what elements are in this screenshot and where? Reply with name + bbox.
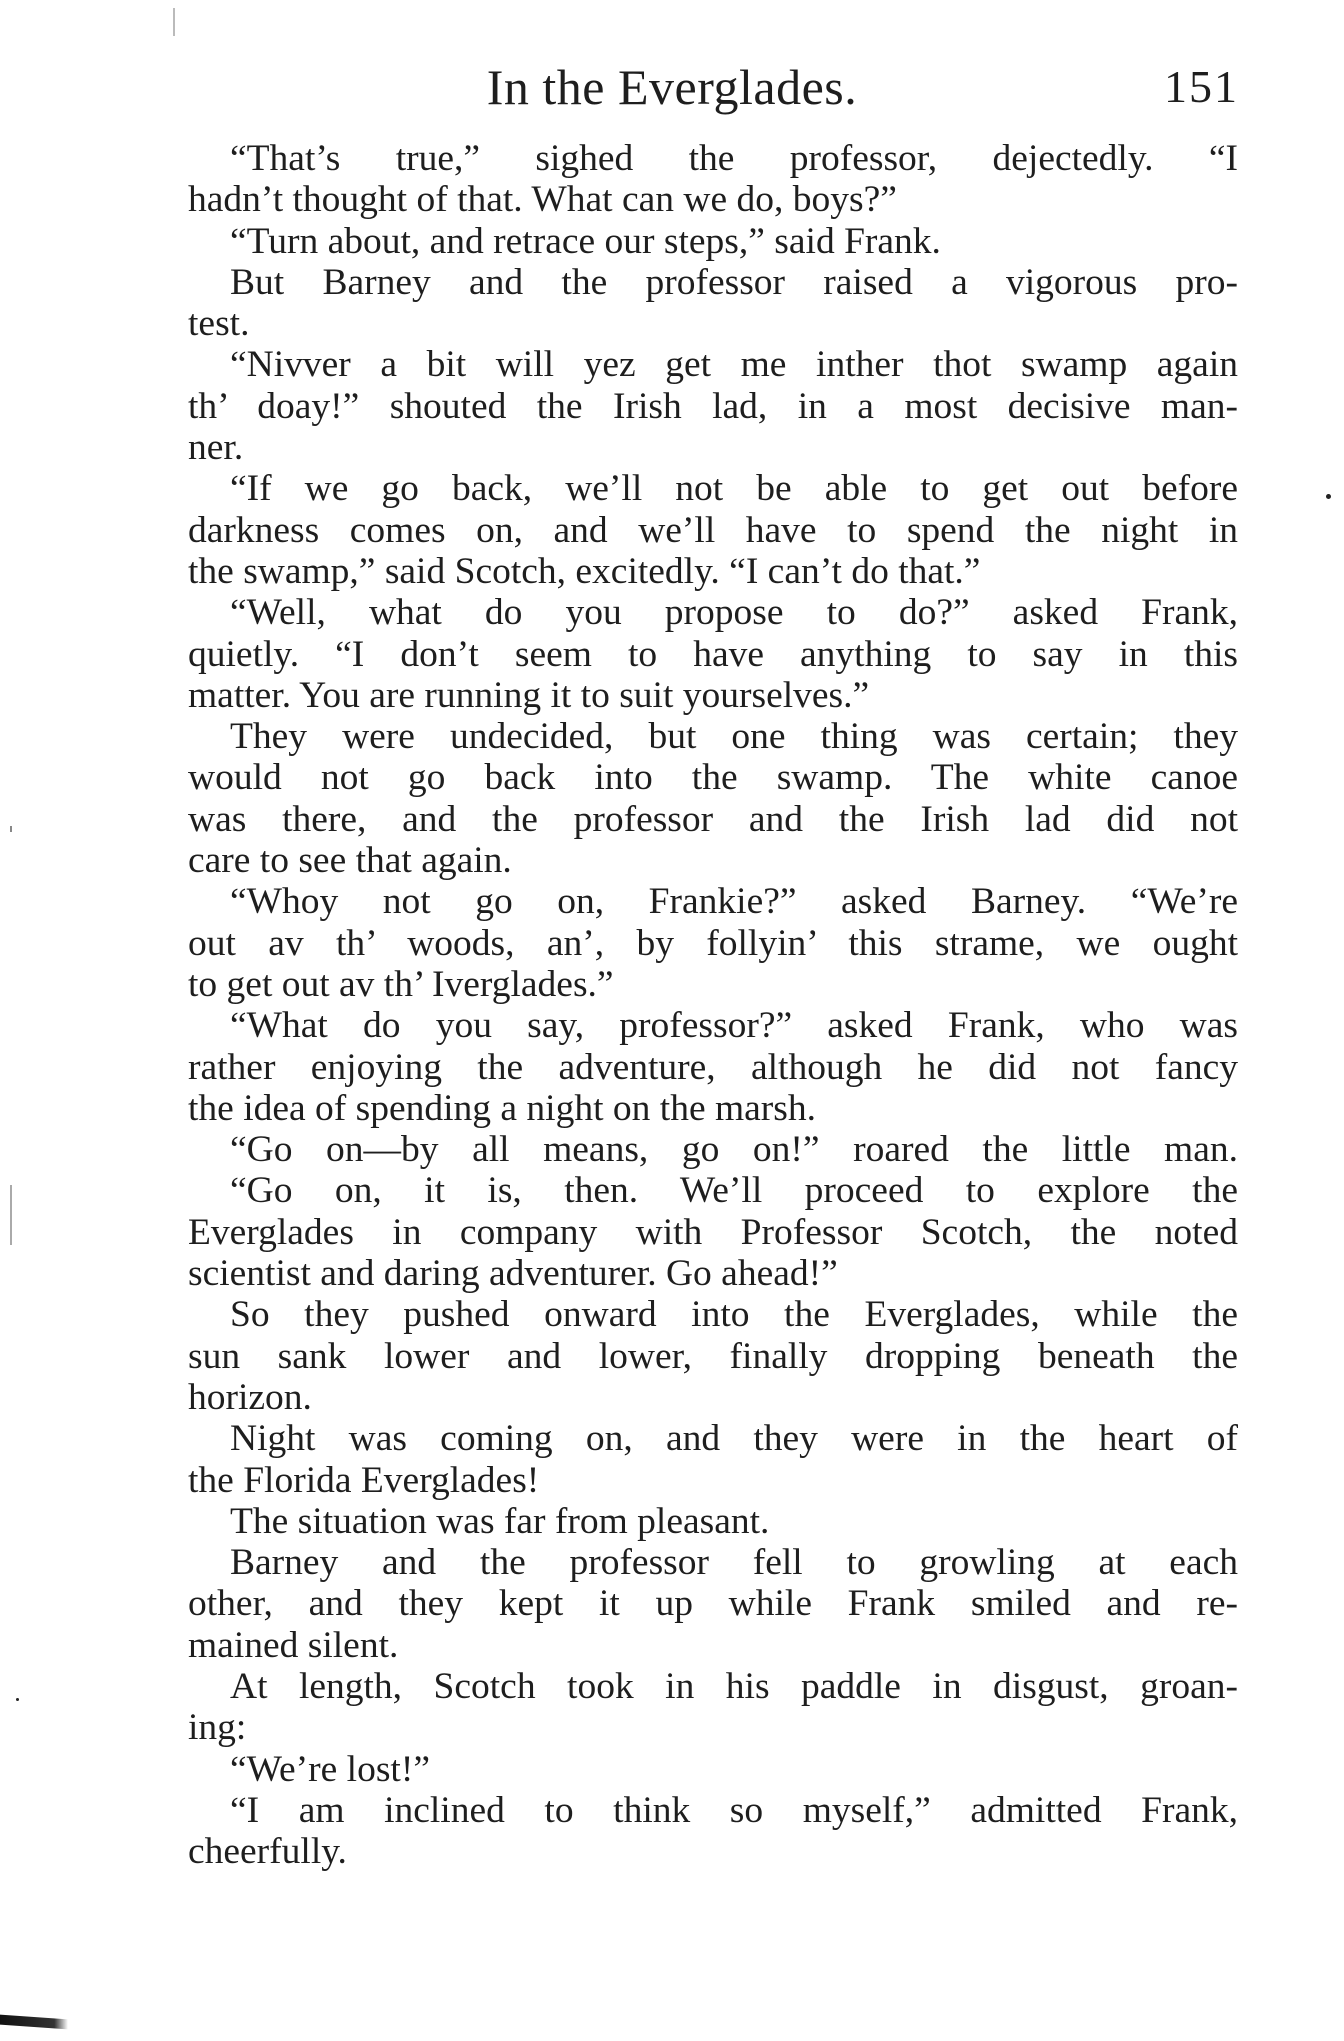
text-line: rather enjoying the adventure, although he did not fancy [188,1046,1238,1088]
text-line: out av th’ woods, an’, by follyin’ this strame, we ought [188,922,1238,964]
margin-speck [16,1698,19,1701]
text-line: “What do you say, professor?” asked Frank, who was [230,1005,1238,1047]
text-line: the idea of spending a night on the marsh. [188,1087,816,1129]
text-line: Barney and the professor fell to growling at each [230,1542,1238,1584]
text-line: th’ doay!” shouted the Irish lad, in a most decisive man- [188,385,1238,427]
text-line: Everglades in company with Professor Scotch, the noted [188,1211,1238,1253]
text-line: They were undecided, but one thing was certain; they [230,716,1238,758]
scan-edge-smudge [0,2015,68,2030]
text-line: mained silent. [188,1624,399,1666]
text-line: “That’s true,” sighed the professor, dejectedly. “I [230,138,1238,179]
text-line: “Go on, it is, then. We’ll proceed to explore the [230,1170,1238,1212]
body-text [188,138,1238,1872]
text-line: scientist and daring adventurer. Go ahead!” [188,1253,838,1295]
text-line: “Turn about, and retrace our steps,” said Frank. [230,220,941,262]
text-line: But Barney and the professor raised a vigorous pro- [230,261,1238,303]
text-line: “If we go back, we’ll not be able to get out before [230,468,1238,510]
text-line: cheerfully. [188,1831,347,1873]
text-line: the swamp,” said Scotch, excitedly. “I can’t do that.” [188,550,981,592]
text-line: matter. You are running it to suit yourselves.” [188,674,870,716]
text-line: would not go back into the swamp. The white canoe [188,757,1238,799]
text-line: quietly. “I don’t seem to have anything to say in this [188,633,1238,675]
page-number: 151 [1164,61,1239,112]
page-header [0,52,1344,122]
text-line: darkness comes on, and we’ll have to spend the night in [188,509,1238,551]
text-line: other, and they kept it up while Frank smiled and re- [188,1583,1238,1625]
text-line: ing: [188,1707,247,1749]
margin-speck [173,8,175,36]
text-line: “Nivver a bit will yez get me inther thot swamp again [230,344,1238,386]
text-line: sun sank lower and lower, finally dropping beneath the [188,1335,1238,1377]
text-line: horizon. [188,1376,312,1418]
text-line: to get out av th’ Iverglades.” [188,963,614,1005]
text-line: “Well, what do you propose to do?” asked Frank, [230,592,1238,634]
text-line: “We’re lost!” [230,1748,430,1790]
text-line: At length, Scotch took in his paddle in disgust, groan- [230,1665,1238,1707]
text-line: “Go on—by all means, go on!” roared the little man. [230,1129,1238,1171]
text-line: test. [188,303,250,345]
text-line: “Whoy not go on, Frankie?” asked Barney. “We’re [230,881,1238,923]
text-line: hadn’t thought of that. What can we do, boys?” [188,179,897,221]
margin-speck [10,1185,12,1245]
text-line: the Florida Everglades! [188,1459,540,1501]
text-line: Night was coming on, and they were in the heart of [230,1418,1238,1460]
text-line: “I am inclined to think so myself,” admitted Frank, [230,1789,1238,1831]
margin-speck [10,826,12,832]
text-line: care to see that again. [188,840,512,882]
text-line: So they pushed onward into the Everglades, while the [230,1294,1238,1336]
text-line: The situation was far from pleasant. [230,1500,770,1542]
text-line: ner. [188,427,244,469]
running-title: In the Everglades. [486,59,858,115]
text-line: was there, and the professor and the Irish lad did not [188,798,1238,840]
margin-speck [1326,494,1331,499]
